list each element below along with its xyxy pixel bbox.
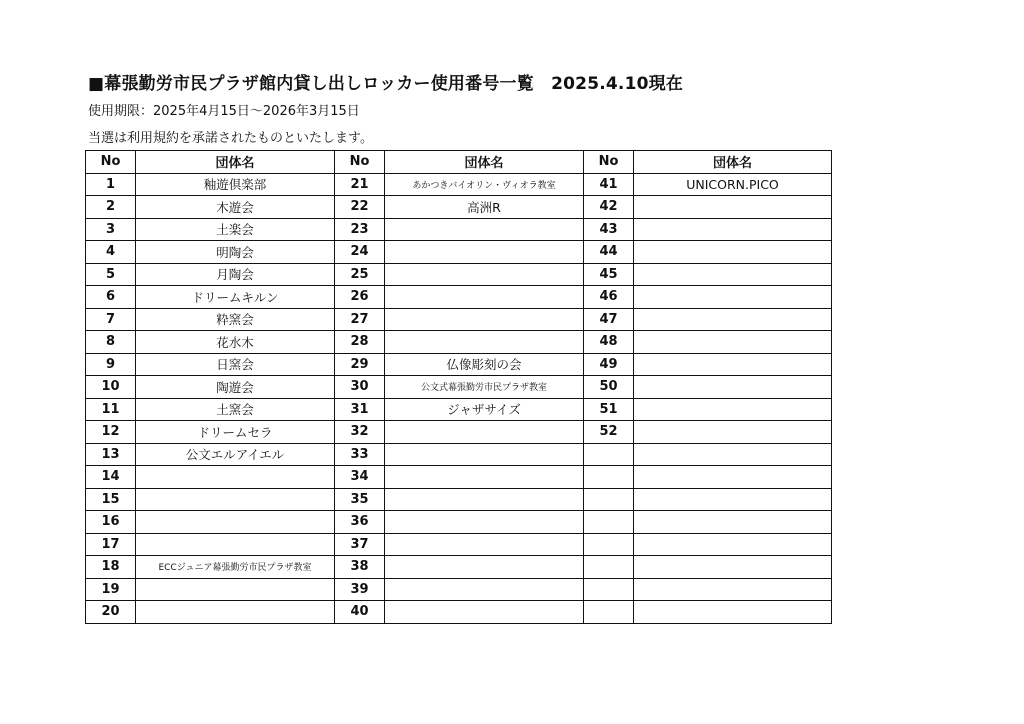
group-name xyxy=(385,466,584,489)
group-name xyxy=(136,488,335,511)
locker-number xyxy=(584,488,634,511)
locker-number: 4 xyxy=(86,241,136,264)
locker-number: 45 xyxy=(584,263,634,286)
group-name xyxy=(634,421,832,444)
page-title: ■幕張勤労市民プラザ館内貸し出しロッカー使用番号一覧 2025.4.10現在 xyxy=(88,74,684,94)
table-row xyxy=(86,511,832,534)
locker-number: 9 xyxy=(86,353,136,376)
table-row xyxy=(86,196,832,219)
locker-number: 27 xyxy=(335,308,385,331)
group-name: ジャザサイズ xyxy=(385,398,584,421)
group-name xyxy=(136,533,335,556)
locker-number: 40 xyxy=(335,601,385,624)
group-name xyxy=(634,241,832,264)
locker-number: 18 xyxy=(86,556,136,579)
group-name xyxy=(385,556,584,579)
locker-number: 50 xyxy=(584,376,634,399)
group-name xyxy=(385,218,584,241)
locker-number: 51 xyxy=(584,398,634,421)
group-name: ドリームセラ xyxy=(136,421,335,444)
group-name xyxy=(385,286,584,309)
locker-number: 26 xyxy=(335,286,385,309)
group-name: あかつきバイオリン・ヴィオラ教室 xyxy=(385,173,584,196)
header-no: No xyxy=(86,151,136,174)
table-row xyxy=(86,488,832,511)
locker-number: 12 xyxy=(86,421,136,444)
locker-number: 34 xyxy=(335,466,385,489)
locker-number: 6 xyxy=(86,286,136,309)
group-name xyxy=(634,263,832,286)
table-row xyxy=(86,421,832,444)
locker-number: 17 xyxy=(86,533,136,556)
table-row xyxy=(86,578,832,601)
locker-number xyxy=(584,556,634,579)
locker-number: 44 xyxy=(584,241,634,264)
locker-number: 46 xyxy=(584,286,634,309)
group-name xyxy=(634,218,832,241)
locker-number: 49 xyxy=(584,353,634,376)
locker-number: 1 xyxy=(86,173,136,196)
locker-table xyxy=(85,150,832,624)
group-name xyxy=(634,578,832,601)
group-name: 高洲R xyxy=(385,196,584,219)
group-name: UNICORN.PICO xyxy=(634,173,832,196)
group-name: 日窯会 xyxy=(136,353,335,376)
locker-number: 32 xyxy=(335,421,385,444)
group-name xyxy=(634,533,832,556)
locker-number: 19 xyxy=(86,578,136,601)
group-name: 土楽会 xyxy=(136,218,335,241)
group-name: ドリームキルン xyxy=(136,286,335,309)
group-name xyxy=(634,376,832,399)
locker-number: 38 xyxy=(335,556,385,579)
locker-number xyxy=(584,466,634,489)
group-name xyxy=(634,556,832,579)
locker-number xyxy=(584,601,634,624)
table-header-row xyxy=(86,151,832,174)
locker-number: 42 xyxy=(584,196,634,219)
locker-number: 33 xyxy=(335,443,385,466)
group-name: 土窯会 xyxy=(136,398,335,421)
group-name: 釉遊倶楽部 xyxy=(136,173,335,196)
group-name xyxy=(634,331,832,354)
table-row xyxy=(86,353,832,376)
group-name xyxy=(634,196,832,219)
locker-number: 36 xyxy=(335,511,385,534)
group-name: ECCジュニア幕張勤労市民プラザ教室 xyxy=(136,556,335,579)
group-name xyxy=(385,443,584,466)
locker-number: 25 xyxy=(335,263,385,286)
group-name xyxy=(385,533,584,556)
locker-number: 16 xyxy=(86,511,136,534)
locker-number: 43 xyxy=(584,218,634,241)
group-name xyxy=(136,578,335,601)
group-name: 公文式幕張勤労市民プラザ教室 xyxy=(385,376,584,399)
group-name xyxy=(136,511,335,534)
group-name: 陶遊会 xyxy=(136,376,335,399)
locker-number: 52 xyxy=(584,421,634,444)
locker-number: 28 xyxy=(335,331,385,354)
locker-number: 5 xyxy=(86,263,136,286)
locker-number: 21 xyxy=(335,173,385,196)
locker-number: 8 xyxy=(86,331,136,354)
group-name xyxy=(634,286,832,309)
group-name xyxy=(385,601,584,624)
locker-number: 13 xyxy=(86,443,136,466)
group-name xyxy=(634,466,832,489)
group-name xyxy=(634,601,832,624)
group-name: 公文エルアイエル xyxy=(136,443,335,466)
locker-number: 30 xyxy=(335,376,385,399)
locker-number: 10 xyxy=(86,376,136,399)
table-row xyxy=(86,556,832,579)
table-row xyxy=(86,241,832,264)
group-name xyxy=(634,353,832,376)
locker-number xyxy=(584,578,634,601)
locker-number: 41 xyxy=(584,173,634,196)
table-row xyxy=(86,218,832,241)
table-row xyxy=(86,466,832,489)
locker-number: 48 xyxy=(584,331,634,354)
header-no: No xyxy=(584,151,634,174)
group-name xyxy=(634,443,832,466)
locker-number: 14 xyxy=(86,466,136,489)
group-name: 仏像彫刻の会 xyxy=(385,353,584,376)
table-row xyxy=(86,398,832,421)
locker-number: 37 xyxy=(335,533,385,556)
header-no: No xyxy=(335,151,385,174)
locker-table-body xyxy=(86,173,832,623)
table-row xyxy=(86,376,832,399)
group-name: 月陶会 xyxy=(136,263,335,286)
table-row xyxy=(86,308,832,331)
group-name xyxy=(136,601,335,624)
table-row xyxy=(86,533,832,556)
locker-number: 22 xyxy=(335,196,385,219)
group-name xyxy=(385,421,584,444)
locker-number: 23 xyxy=(335,218,385,241)
table-row xyxy=(86,173,832,196)
group-name: 木遊会 xyxy=(136,196,335,219)
header-group-name: 団体名 xyxy=(385,151,584,174)
locker-number: 11 xyxy=(86,398,136,421)
locker-number: 3 xyxy=(86,218,136,241)
locker-number: 31 xyxy=(335,398,385,421)
header-group-name: 団体名 xyxy=(136,151,335,174)
group-name xyxy=(634,308,832,331)
locker-number: 29 xyxy=(335,353,385,376)
group-name xyxy=(385,331,584,354)
group-name xyxy=(634,488,832,511)
group-name: 粋窯会 xyxy=(136,308,335,331)
locker-number: 35 xyxy=(335,488,385,511)
group-name xyxy=(385,578,584,601)
locker-number xyxy=(584,511,634,534)
table-row xyxy=(86,601,832,624)
group-name xyxy=(385,263,584,286)
table-row xyxy=(86,443,832,466)
group-name: 明陶会 xyxy=(136,241,335,264)
locker-number xyxy=(584,443,634,466)
table-row xyxy=(86,286,832,309)
notice-text: 当選は利用規約を承諾されたものといたします。 xyxy=(88,131,373,146)
group-name xyxy=(136,466,335,489)
locker-number: 47 xyxy=(584,308,634,331)
locker-number: 7 xyxy=(86,308,136,331)
group-name: 花水木 xyxy=(136,331,335,354)
locker-number: 2 xyxy=(86,196,136,219)
locker-number: 15 xyxy=(86,488,136,511)
locker-number xyxy=(584,533,634,556)
group-name xyxy=(385,308,584,331)
table-row xyxy=(86,331,832,354)
locker-number: 24 xyxy=(335,241,385,264)
group-name xyxy=(634,398,832,421)
group-name xyxy=(385,488,584,511)
group-name xyxy=(385,241,584,264)
usage-period: 使用期限：2025年4月15日～2026年3月15日 xyxy=(88,104,360,119)
table-row xyxy=(86,263,832,286)
locker-number: 39 xyxy=(335,578,385,601)
header-group-name: 団体名 xyxy=(634,151,832,174)
locker-number: 20 xyxy=(86,601,136,624)
group-name xyxy=(385,511,584,534)
group-name xyxy=(634,511,832,534)
